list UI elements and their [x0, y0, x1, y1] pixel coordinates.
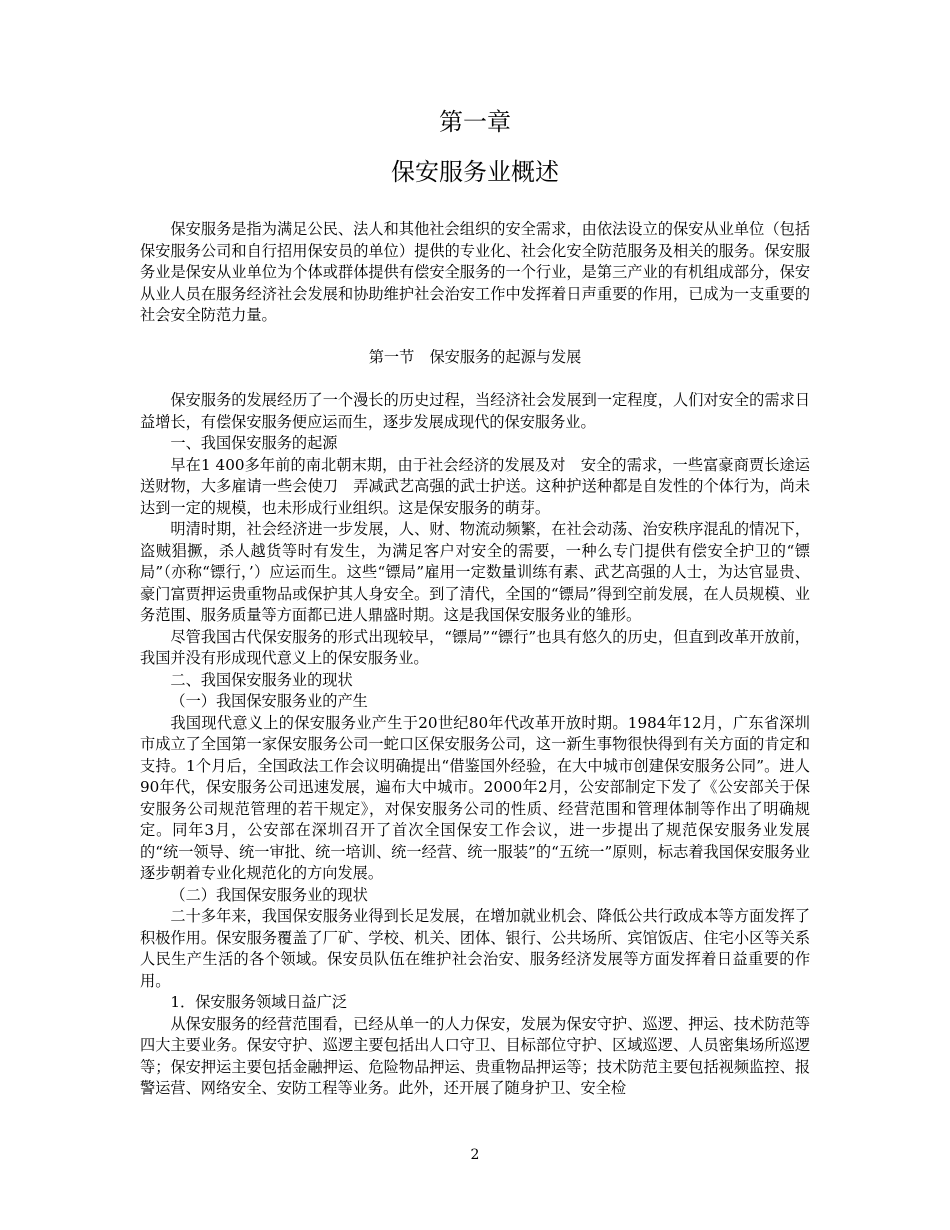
- chapter-heading: 第一章: [439, 108, 511, 136]
- paragraph-modern-emergence: 我国现代意义上的保安服务业产生于20世纪80年代改革开放时期。1984年12月，广东省深圳市成立了全国第一家保安服务公司一蛇口区保安服务公司，这一新生事物很快得到有关方面的肯定和支持。1个月后，全国政法工作会议明确提出“借鉴国外经验，在大中城市创建保安服务公同”。进人90年代，保安服务公司迅速发展，遍布大中城市。2000年2月，公安部制定下发了《公安部关于保安服务公司规范管理的若干规定》，对保安服务公司的性质、经营范围和管理体制等作出了明确规定。同年3月，公安部在深圳召开了首次全国保安工作会议，进一步提出了规范保安服务业发展的“统一领导、统一审批、统一培训、统一经营、统一服装”的“五统一”原则，标志着我国保安服务业逐步朝着专业化规范化的方向发展。: [140, 713, 810, 882]
- paragraph-business-scope: 从保安服务的经营范围看，已经从单一的人力保安，发展为保安守护、巡逻、押运、技术防范等四大主要业务。保安守护、巡逻主要包括出人口守卫、目标部位守护、区域巡逻、人员密集场所巡逻等；保安押运主要包括金融押运、危险物品押运、贵重物品押运等；技术防范主要包括视频监控、报警运营、网络安全、安防工程等业务。此外，还开展了随身护卫、安全检: [140, 1014, 810, 1097]
- chapter-title: 保安服务业概述: [391, 158, 559, 186]
- intro-block: [140, 219, 810, 327]
- page-number: 2: [470, 1147, 480, 1163]
- paragraph-southern-northern: 早在1 400多年前的南北朝末期，由于社会经济的发展及对 安全的需求，一些富豪商贾长途运送财物，大多雇请一些会使刀 弄减武艺高强的武士护送。这种护送种都是自发性的个体行为，尚未达到一定的规模，也未形成行业组织。这是保安服务的萌芽。: [140, 455, 810, 517]
- body-text: [140, 390, 810, 1100]
- intro-paragraph: 保安服务是指为满足公民、法人和其他社会组织的安全需求，由依法设立的保安从业单位（包括保安服务公司和自行招用保安员的单位）提供的专业化、社会化安全防范服务及相关的服务。保安服务业是保安从业单位为个体或群体提供有偿安全服务的一个行业，是第三产业的有机组成部分，保安从业人员在服务经济社会发展和协助维护社会治安工作中发挥着日声重要的作用，已成为一支重要的社会安全防范力量。: [140, 220, 810, 324]
- paragraph-intro: 保安服务的发展经历了一个漫长的历史过程，当经济社会发展到一定程度，人们对安全的需求日益增长，有偿保安服务便应运而生，逐步发展成现代的保安服务业。: [140, 391, 810, 431]
- heading-service-fields: 1．保安服务领域日益广泛: [170, 993, 348, 1011]
- paragraph-ancient-summary: 尽管我国古代保安服务的形式出现较早，“镖局”“镖行”也具有悠久的历史，但直到改革开放前，我国并没有形成现代意义上的保安服务业。: [140, 627, 810, 667]
- paragraph-twenty-years: 二十多年来，我国保安服务业得到长足发展，在增加就业机会、降低公共行政成本等方面发挥了积极作用。保安服务覆盖了厂矿、学校、机关、团体、银行、公共场所、宾馆饭店、住宅小区等关系人民生产生活的各个领域。保安员队伍在维护社会治安、服务经济发展等方面发挥着日益重要的作用。: [140, 907, 810, 990]
- section-heading: 第一节 保安服务的起源与发展: [368, 348, 582, 366]
- paragraph-ming-qing: 明清时期，社会经济进一步发展，人、财、物流动频繁，在社会动荡、治安秩序混乱的情况下，盗贼猖撅，杀人越货等时有发生，为满足客户对安全的需要，一种么专门提供有偿安全护卫的“镖局”（亦称“镖行，’）应运而生。这些“镖局”雇用一定数量训练有素、武艺高强的人士，为达官显贵、豪门富贾押运贵重物品或保护其人身安全。到了清代，全国的“镖局”得到空前发展，在人员规模、业务范围、服务质量等方面都已进人鼎盛时期。这是我国保安服务业的雏形。: [140, 520, 810, 624]
- heading-origin: 一、我国保安服务的起源: [170, 434, 338, 452]
- heading-current-status: （二）我国保安服务业的现状: [170, 885, 368, 904]
- heading-status: 二、我国保安服务业的现状: [170, 670, 353, 689]
- heading-emergence: （一）我国保安服务业的产生: [170, 692, 368, 710]
